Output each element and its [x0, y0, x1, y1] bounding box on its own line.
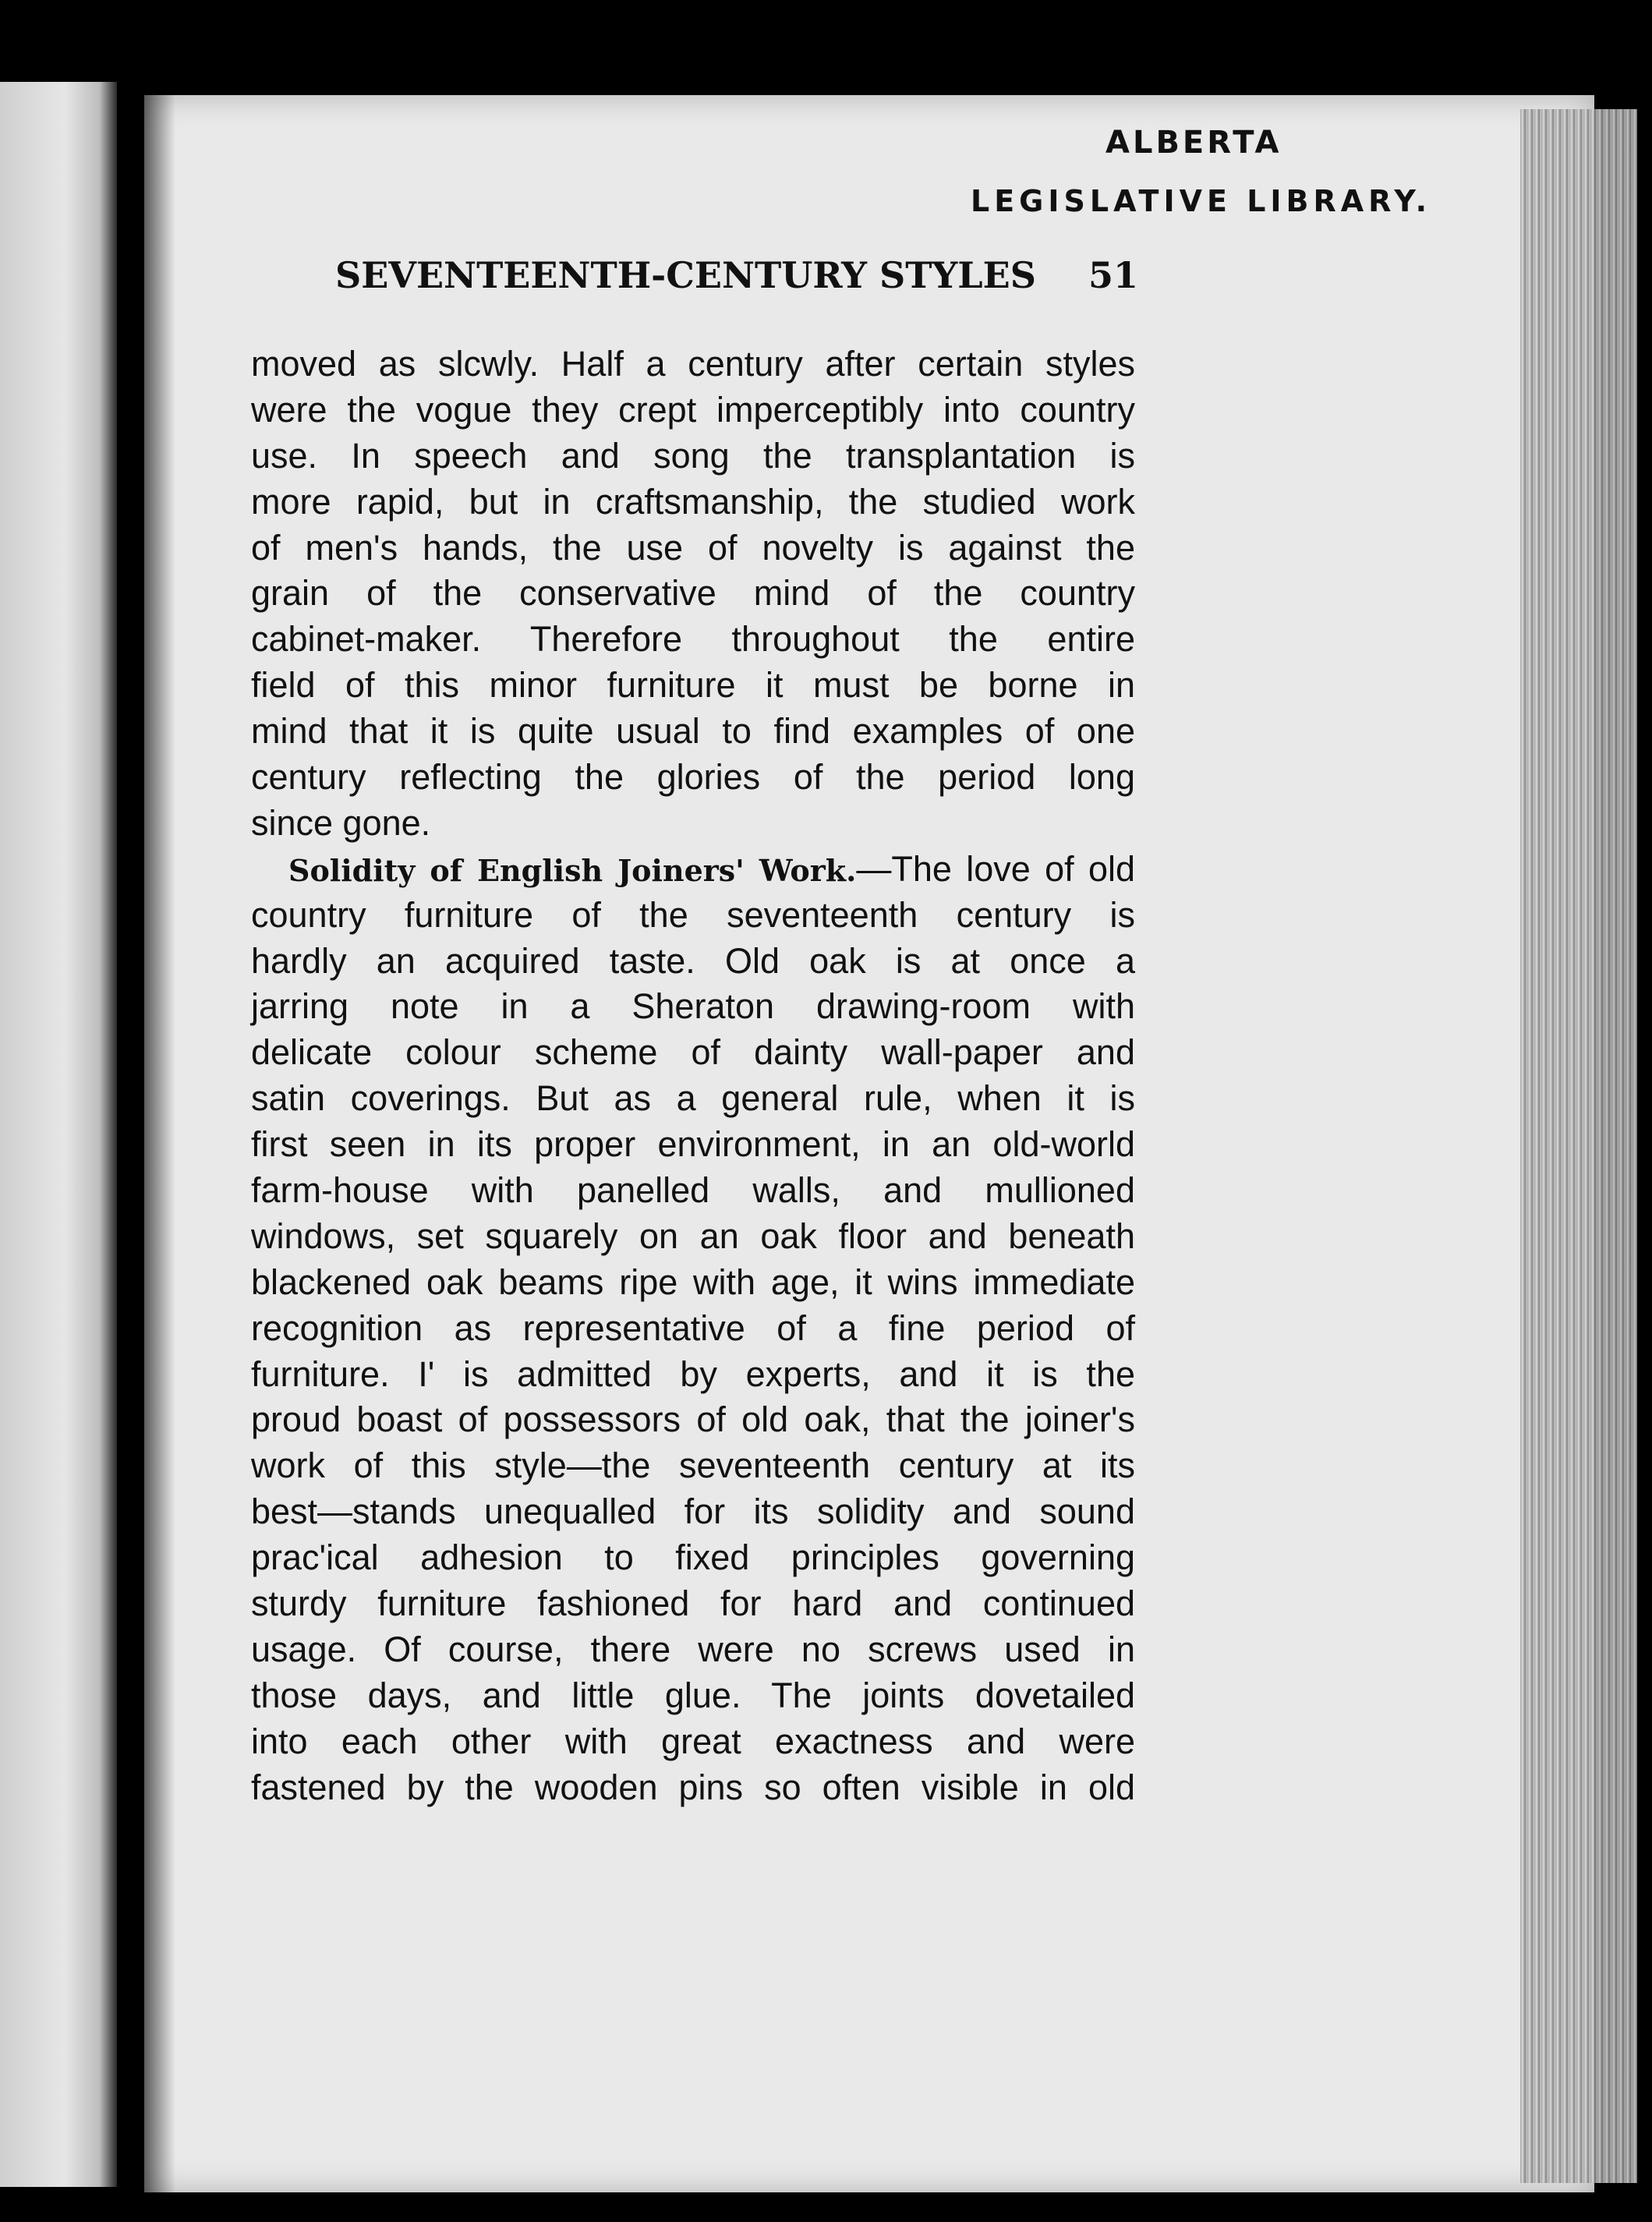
body-text [251, 341, 1135, 1811]
running-head-title: SEVENTEENTH-CENTURY STYLES [335, 254, 1036, 296]
text-line: country furniture of the seventeenth century is [251, 894, 1135, 935]
text-line: into each other with great exactness and were [251, 1721, 1135, 1761]
text-line: century reflecting the glories of the period long [251, 757, 1135, 798]
text-line: blackened oak beams ripe with age, it wins immediate [251, 1261, 1135, 1302]
text-line: field of this minor furniture it must be borne in [251, 665, 1135, 706]
library-stamp-line1: ALBERTA [1105, 125, 1282, 161]
text-line: first seen in its proper environment, in an old-world [251, 1124, 1135, 1165]
running-head [335, 254, 1138, 296]
text-line: cabinet-maker. Therefore throughout the entire [251, 619, 1135, 660]
library-stamp-line2: LEGISLATIVE LIBRARY. [971, 184, 1432, 218]
text-line: delicate colour scheme of dainty wall-paper and [251, 1032, 1135, 1073]
text-line: jarring note in a Sheraton drawing-room with [251, 986, 1135, 1027]
text-line: those days, and little glue. The joints dovetailed [251, 1675, 1135, 1715]
section-heading: Solidity of English Joiners' Work. [288, 852, 857, 888]
facing-page-edge [0, 82, 117, 2187]
text-line: since gone. [251, 802, 431, 843]
text-line: farm-house with panelled walls, and mullioned [251, 1170, 1135, 1211]
text-line: usage. Of course, there were no screws used in [251, 1629, 1135, 1669]
section-first-line [251, 847, 1135, 893]
section-heading-continuation: —The love of old [856, 848, 1135, 889]
text-line: fastened by the wooden pins so often visible in old [251, 1767, 1135, 1807]
text-line: more rapid, but in craftsmanship, the studied work [251, 481, 1135, 522]
text-line: prac'ical adhesion to fixed principles governing [251, 1537, 1135, 1578]
text-line: satin coverings. But as a general rule, when it is [251, 1078, 1135, 1119]
text-line: proud boast of possessors of old oak, that the joiner's [251, 1399, 1135, 1440]
gutter-shadow [144, 95, 175, 2192]
text-line: use. In speech and song the transplantation is [251, 435, 1135, 476]
text-line: sturdy furniture fashioned for hard and continued [251, 1583, 1135, 1624]
text-line: recognition as representative of a fine period of [251, 1307, 1135, 1348]
text-line: hardly an acquired taste. Old oak is at once a [251, 940, 1135, 981]
text-line: work of this style—the seventeenth century at its [251, 1445, 1135, 1486]
page-fore-edge [1520, 109, 1637, 2183]
page-number: 51 [1088, 254, 1138, 296]
text-line: furniture. I' is admitted by experts, and it is the [251, 1353, 1135, 1394]
text-line: best—stands unequalled for its solidity and sound [251, 1491, 1135, 1532]
text-line: of men's hands, the use of novelty is against the [251, 527, 1135, 568]
text-line: moved as slcwly. Half a century after certain styles [251, 344, 1135, 384]
text-line: grain of the conservative mind of the country [251, 573, 1135, 614]
text-line: mind that it is quite usual to find examples of one [251, 711, 1135, 752]
text-line: were the vogue they crept imperceptibly into country [251, 389, 1135, 430]
text-line: windows, set squarely on an oak floor and beneath [251, 1215, 1135, 1256]
